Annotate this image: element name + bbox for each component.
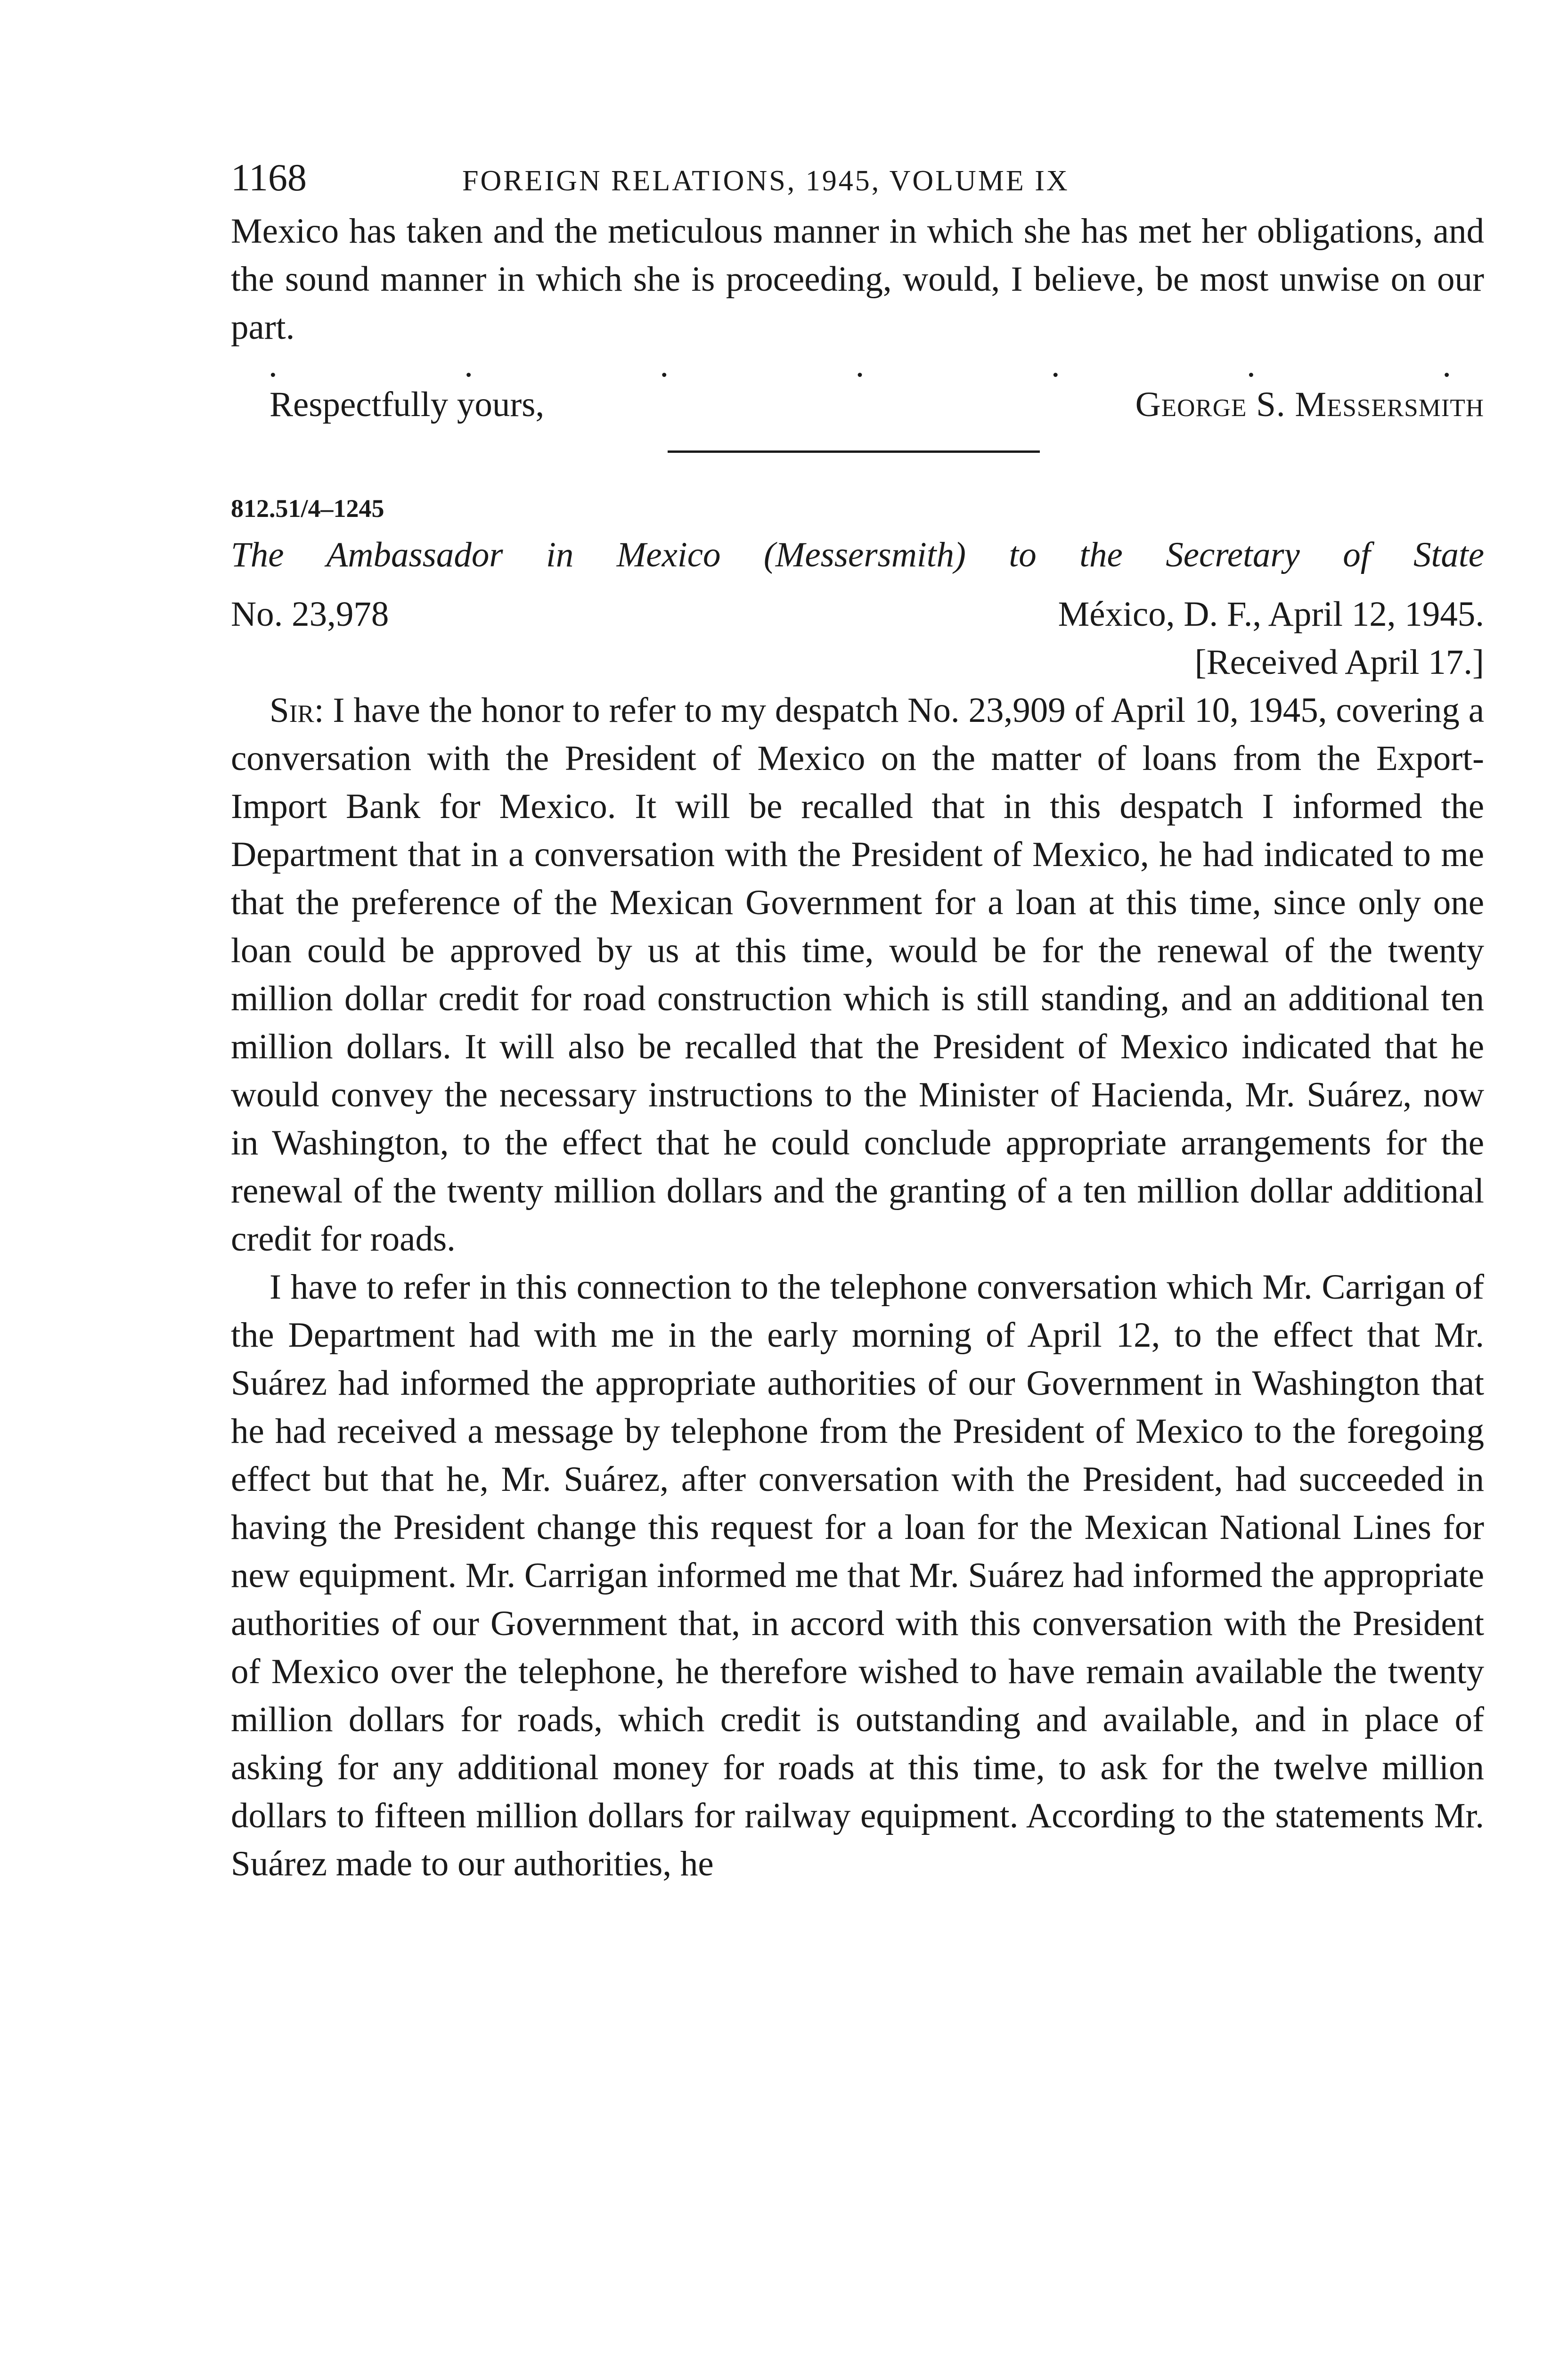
opening-paragraph: Mexico has taken and the meticulous manner in which she has met her obligations, and the sound manner in which she is proceeding, would, I believe, be most unwise on our part. [231, 212, 1484, 347]
signature: George S. Messersmith [1135, 385, 1484, 424]
document-page [231, 155, 1484, 1888]
omission-dot: . [269, 345, 278, 384]
section-divider [668, 450, 1040, 453]
file-number: 812.51/4–1245 [231, 494, 384, 523]
received-date: [Received April 17.] [1194, 643, 1484, 682]
omission-dot: . [855, 345, 865, 384]
page-number: 1168 [231, 156, 307, 199]
body-paragraph-2: I have to refer in this connection to the telephone conversation which Mr. Carrigan of the Department had with me in the early morning of April 12, to the effect that Mr. Suárez had informed the appropriate authorities of our Government in Washington that he had received a message by telephone from the President of Mexico to the foregoing effect but that he, Mr. Suárez, after conversation with the President, had succeeded in having the President change this request for a loan for the Mexican National Lines for new equipment. Mr. Carrigan informed me that Mr. Suárez had informed the appropriate authorities of our Government that, in accord with this conversation with the President of Mexico over the telephone, he therefore wished to have remain available the twenty million dollars for roads, which credit is outstanding and available, and in place of asking for any additional money for roads at this time, to ask for the twelve million dollars to fifteen million dollars for railway equipment. According to the statements Mr. Suárez made to our authorities, he [231, 1268, 1484, 1883]
omission-dot: . [1051, 345, 1060, 384]
omission-dot: . [464, 345, 473, 384]
body-paragraph-1 [231, 687, 1484, 1263]
closing-block [231, 381, 1484, 429]
despatch-number: No. 23,978 [231, 595, 389, 634]
salutation: Sir [270, 691, 314, 730]
omission-dot: . [660, 345, 669, 384]
running-title: FOREIGN RELATIONS, 1945, VOLUME IX [462, 165, 1070, 197]
closing-salutation: Respectfully yours, [270, 385, 545, 424]
running-head [231, 155, 1484, 207]
body-paragraph-1-text: : I have the honor to refer to my despatch No. 23,909 of April 10, 1945, covering a conversation with the President of Mexico on the matter of loans from the Export-Import Bank for Mexico. It will be recalled that in this despatch I informed the Department that in a conversation with the President of Mexico, he had indicated to me that the preference of the Mexican Government for a loan at this time, since only one loan could be approved by us at this time, would be for the renewal of the twenty million dollar credit for road construction which is still standing, and an additional ten million dollars. It will also be recalled that the President of Mexico indicated that he would convey the necessary instructions to the Minister of Hacienda, Mr. Suárez, now in Washington, to the effect that he could conclude appropriate arrangements for the renewal of the twenty million dollars and the granting of a ten million dollar additional credit for roads. [231, 691, 1484, 1259]
despatch-header [231, 590, 1484, 638]
dateline: México, D. F., April 12, 1945. [1058, 595, 1484, 634]
document-title: The Ambassador in Mexico (Messersmith) to the Secretary of State [231, 535, 1484, 574]
omission-dot: . [1247, 345, 1256, 384]
omission-marks [231, 345, 1484, 384]
omission-dot: . [1442, 345, 1451, 384]
